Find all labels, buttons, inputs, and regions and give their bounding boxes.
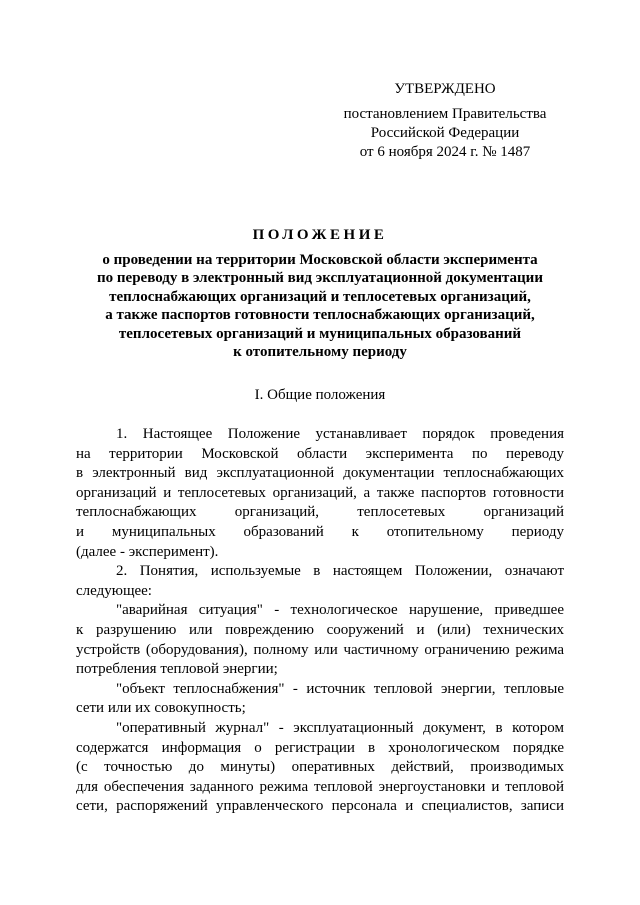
body-line: организаций и теплосетевых организаций, а также паспортов готовности <box>76 484 564 501</box>
body-line: "объект теплоснабжения" - источник тепловой энергии, тепловые <box>116 680 564 697</box>
document-title <box>60 226 580 362</box>
body-line: и муниципальных образований к отопительному периоду <box>76 523 564 540</box>
section-title: I. Общие положения <box>254 387 386 403</box>
body-line: теплоснабжающих организаций, теплосетевых организаций <box>76 504 564 521</box>
body-line: 1. Настоящее Положение устанавливает порядок проведения <box>116 426 564 442</box>
body-line: на территории Московской области эксперимента по переводу <box>76 445 564 462</box>
approved-label: УТВЕРЖДЕНО <box>394 81 496 97</box>
body-line: к разрушению или повреждению сооружений и (или) технических <box>76 621 564 638</box>
body-line: потребления тепловой энергии; <box>76 661 278 678</box>
body-line: "оперативный журнал" - эксплуатационный документ, в котором <box>116 719 564 736</box>
body-line: для обеспечения заданного режима тепловой энергоустановки и тепловой <box>76 778 564 795</box>
title-line: по переводу в электронный вид эксплуатационной документации <box>97 270 543 286</box>
body-line: устройств (оборудования), полному или частичному ограничению режима <box>76 641 564 658</box>
body-line: в электронный вид эксплуатационной документации теплоснабжающих <box>76 465 564 482</box>
approval-stamp <box>330 80 560 162</box>
title-heading: ПОЛОЖЕНИЕ <box>252 227 388 243</box>
body-line: сети, распоряжений управленческого персонала и специалистов, записи <box>76 798 564 815</box>
title-line: о проведении на территории Московской области эксперимента <box>102 251 538 268</box>
approval-line-2: Российской Федерации <box>370 125 520 141</box>
title-line: теплоснабжающих организаций и теплосетевых организаций, <box>109 288 531 305</box>
body-line: сети или их совокупность; <box>76 700 246 717</box>
body-line: (далее - эксперимент). <box>76 543 219 560</box>
body-line: 2. Понятия, используемые в настоящем Положении, означают <box>116 563 564 580</box>
approval-line-3: от 6 ноября 2024 г. № 1487 <box>359 144 531 160</box>
body-line: (с точностью до минуты) оперативных действий, производимых <box>76 759 564 776</box>
title-line: а также паспортов готовности теплоснабжающих организаций, <box>105 307 535 323</box>
approval-line-1: постановлением Правительства <box>343 106 547 122</box>
title-line: к отопительному периоду <box>233 344 407 360</box>
title-line: теплосетевых организаций и муниципальных образований <box>118 325 522 342</box>
body-line: "аварийная ситуация" - технологическое нарушение, приведшее <box>116 602 564 619</box>
document-body <box>76 425 564 817</box>
body-line: содержатся информация о регистрации в хронологическом порядке <box>76 739 564 756</box>
body-line: следующее: <box>76 582 152 599</box>
